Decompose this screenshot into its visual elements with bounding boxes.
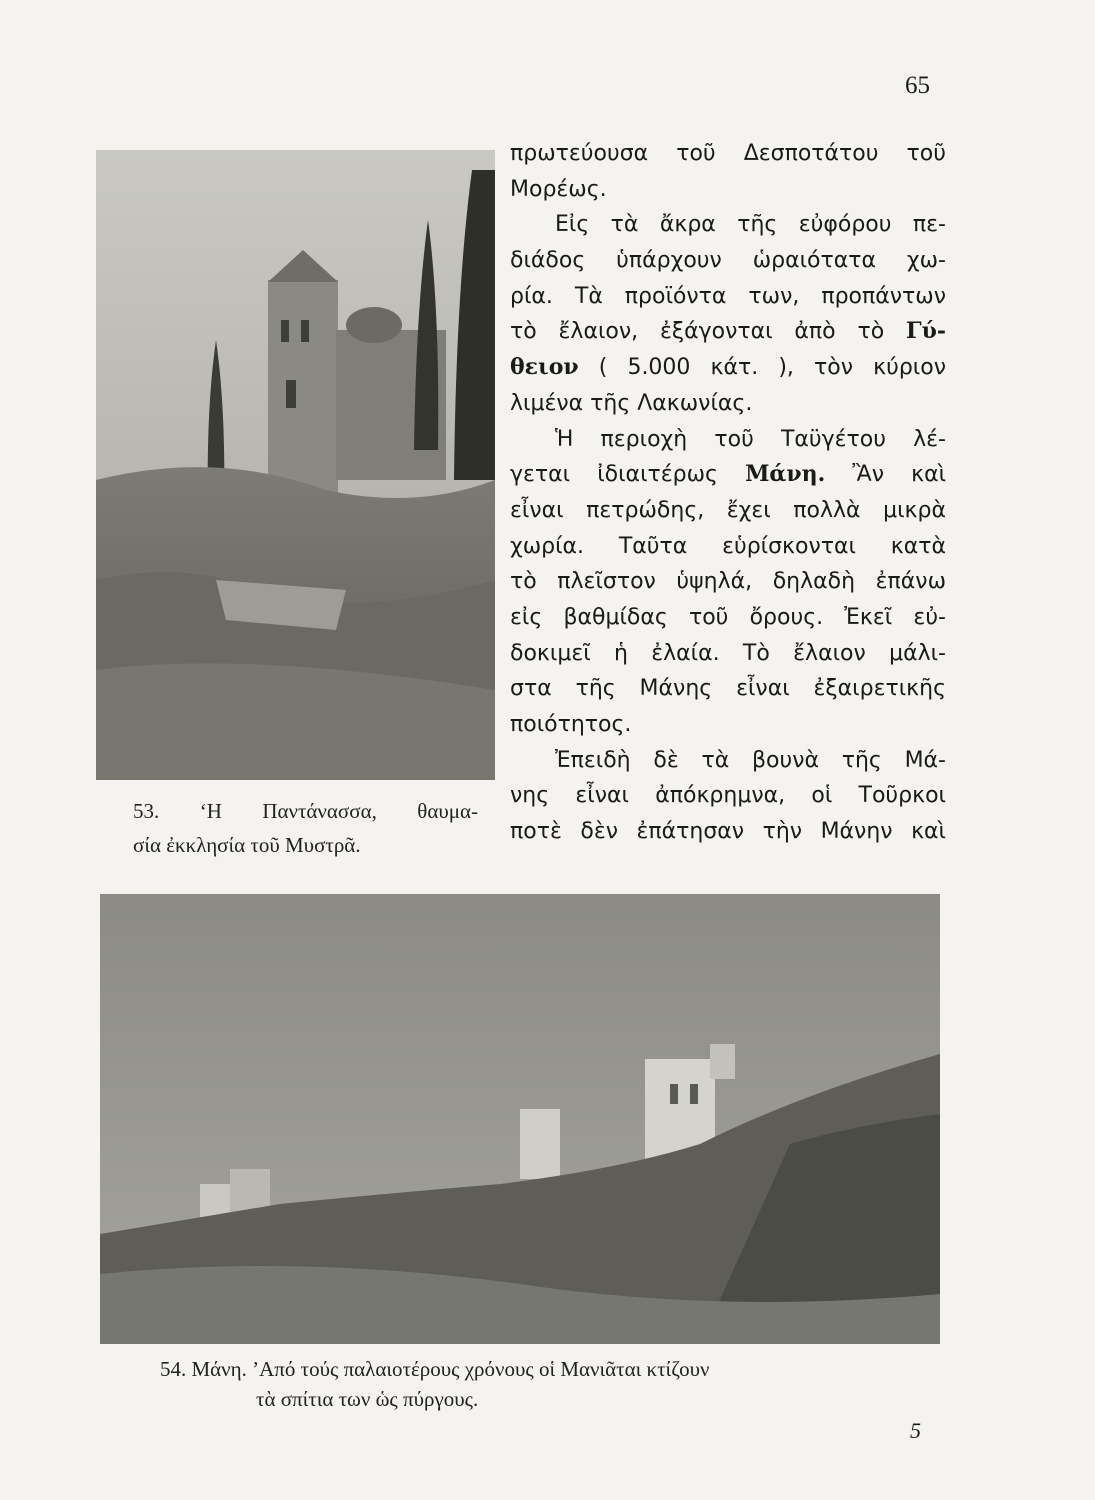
- text-line-segment: Ἂν καὶ: [852, 462, 947, 488]
- text-line: λιμένα τῆς Λακωνίας.: [510, 390, 753, 416]
- figure-54-caption-line2: τὰ σπίτια των ὡς πύργους.: [256, 1387, 479, 1411]
- text-line: στα τῆς Μάνης εἶναι ἐξαιρετικῆς: [510, 676, 946, 702]
- text-line: εἰς βαθμίδας τοῦ ὄρους. Ἐκεῖ εὐ-: [510, 604, 946, 630]
- text-line-with-bold: [510, 314, 946, 350]
- figure-53-caption: [133, 794, 478, 862]
- text-line-segment: ( 5.000 κάτ. ), τὸν κύριον: [598, 355, 946, 381]
- body-text: [510, 136, 946, 850]
- text-line: νης εἶναι ἀπόκρημνα, οἱ Τοῦρκοι: [510, 783, 946, 809]
- figure-53-caption-line1: 53. ‘Η Παντάνασσα, θαυμα-: [133, 799, 478, 823]
- photo-mani-image: [100, 894, 940, 1344]
- figure-53-caption-line2: σία ἐκκλησία τοῦ Μυστρᾶ.: [133, 833, 361, 857]
- text-line: ρία. Τὰ προϊόντα των, προπάντων: [510, 283, 946, 309]
- text-line: χωρία. Ταῦτα εὑρίσκονται κατὰ: [510, 533, 946, 559]
- text-line: ποτὲ δὲν ἐπάτησαν τὴν Μάνην καὶ: [510, 819, 946, 845]
- text-line-segment: γεται ἰδιαιτέρως: [510, 462, 718, 488]
- text-line-with-bold: [510, 350, 946, 386]
- text-line-segment: τὸ ἔλαιον, ἐξάγονται ἀπὸ τὸ: [510, 319, 885, 345]
- text-line: ποιότητος.: [510, 712, 632, 737]
- figure-54-caption-line1: 54. Μάνη. ’Από τούς παλαιοτέρους χρόνους οἱ Μανιᾶται κτίζουν: [160, 1357, 710, 1381]
- photo-pantanassa-church: [96, 150, 495, 780]
- text-line: διάδος ὑπάρχουν ὡραιότατα χω-: [510, 248, 946, 274]
- photo-mani-towers: [100, 894, 940, 1344]
- text-line: Ἡ περιοχὴ τοῦ Ταϋγέτου λέ-: [555, 426, 946, 452]
- bold-gytheion-part1: Γύ-: [905, 318, 946, 345]
- bold-gytheion-part2: θειον: [510, 354, 579, 381]
- page-number: 65: [905, 72, 930, 99]
- text-line: δοκιμεῖ ἡ ἐλαία. Τὸ ἔλαιον μάλι-: [510, 640, 946, 666]
- figure-54-caption: [160, 1354, 900, 1414]
- text-line-with-bold: [510, 457, 946, 493]
- text-line: Ἐπειδὴ δὲ τὰ βουνὰ τῆς Μά-: [555, 747, 946, 773]
- text-line: Μορέως.: [510, 176, 607, 202]
- text-line: πρωτεύουσα τοῦ Δεσποτάτου τοῦ: [510, 141, 946, 166]
- text-line: τὸ πλεῖστον ὑψηλά, δηλαδὴ ἐπάνω: [510, 569, 946, 595]
- text-line: Εἰς τὰ ἄκρα τῆς εὐφόρου πε-: [555, 212, 946, 238]
- signature-mark: 5: [910, 1418, 921, 1443]
- photo-pantanassa-image: [96, 150, 495, 780]
- bold-mani: Μάνη.: [745, 461, 826, 488]
- text-line: εἶναι πετρώδης, ἔχει πολλὰ μικρὰ: [510, 497, 946, 523]
